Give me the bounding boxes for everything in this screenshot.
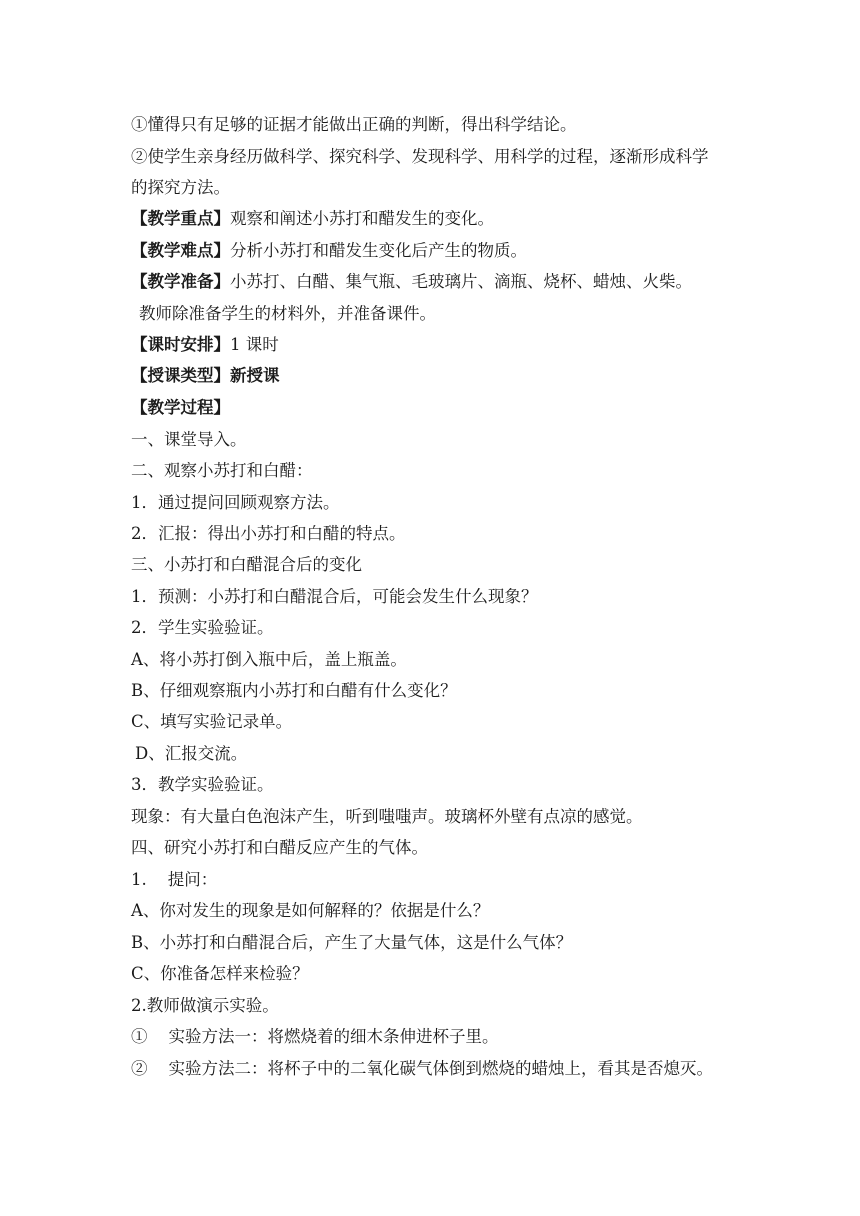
preparation-text: 小苏打、白醋、集气瓶、毛玻璃片、滴瓶、烧杯、蜡烛、火柴。 xyxy=(230,272,692,291)
lesson-type-text: 新授课 xyxy=(230,366,280,385)
schedule-row xyxy=(131,334,279,356)
process-line: A、将小苏打倒入瓶中后，盖上瓶盖。 xyxy=(131,650,407,669)
schedule-text: 1 课时 xyxy=(230,335,279,354)
process-line: 2.教师做演示实验。 xyxy=(131,996,279,1015)
objective-2: ②使学生亲身经历做科学、探究科学、发现科学、用科学的过程，逐渐形成科学 xyxy=(131,147,709,166)
lesson-type-row xyxy=(131,365,280,387)
objective-2-continued: 的探究方法。 xyxy=(131,178,230,197)
key-point-label: 【教学重点】 xyxy=(131,209,230,228)
objective-1: ①懂得只有足够的证据才能做出正确的判断，得出科学结论。 xyxy=(131,115,577,134)
process-line: 一、课堂导入。 xyxy=(131,430,247,449)
key-point-text: 观察和阐述小苏打和醋发生的变化。 xyxy=(230,209,494,228)
process-line: C、你准备怎样来检验？ xyxy=(131,964,309,983)
difficulty-text: 分析小苏打和醋发生变化后产生的物质。 xyxy=(230,241,527,260)
process-line: 二、观察小苏打和白醋： xyxy=(131,461,313,480)
difficulty-row xyxy=(131,240,527,262)
lesson-type-label: 【授课类型】 xyxy=(131,366,230,385)
process-line: 3．教学实验验证。 xyxy=(131,775,274,794)
preparation-row xyxy=(131,271,692,293)
process-heading: 【教学过程】 xyxy=(131,398,230,417)
process-line: 四、研究小苏打和白醋反应产生的气体。 xyxy=(131,838,428,857)
process-line: 现象：有大量白色泡沫产生，听到嗤嗤声。玻璃杯外壁有点凉的感觉。 xyxy=(131,807,643,826)
process-line: 2．学生实验验证。 xyxy=(131,618,274,637)
preparation-label: 【教学准备】 xyxy=(131,272,230,291)
process-line: C、填写实验记录单。 xyxy=(131,712,293,731)
preparation-teacher: 教师除准备学生的材料外，并准备课件。 xyxy=(139,304,436,323)
process-line: ① 实验方法一：将燃烧着的细木条伸进杯子里。 xyxy=(131,1027,499,1046)
process-line: A、你对发生的现象是如何解释的？依据是什么？ xyxy=(131,901,490,920)
process-line: 2．汇报：得出小苏打和白醋的特点。 xyxy=(131,524,406,543)
process-line: 1．通过提问回顾观察方法。 xyxy=(131,493,340,512)
process-line: 三、小苏打和白醋混合后的变化 xyxy=(131,555,362,574)
process-line: ② 实验方法二：将杯子中的二氧化碳气体倒到燃烧的蜡烛上，看其是否熄灭。 xyxy=(131,1059,713,1078)
process-line: B、小苏打和白醋混合后，产生了大量气体，这是什么气体？ xyxy=(131,933,573,952)
process-line: 1．预测：小苏打和白醋混合后，可能会发生什么现象？ xyxy=(131,587,538,606)
key-point-row xyxy=(131,208,494,230)
difficulty-label: 【教学难点】 xyxy=(131,241,230,260)
process-line: 1. 提问： xyxy=(131,870,218,889)
schedule-label: 【课时安排】 xyxy=(131,335,230,354)
process-line: B、仔细观察瓶内小苏打和白醋有什么变化？ xyxy=(131,681,457,700)
process-line: D、汇报交流。 xyxy=(135,744,248,763)
